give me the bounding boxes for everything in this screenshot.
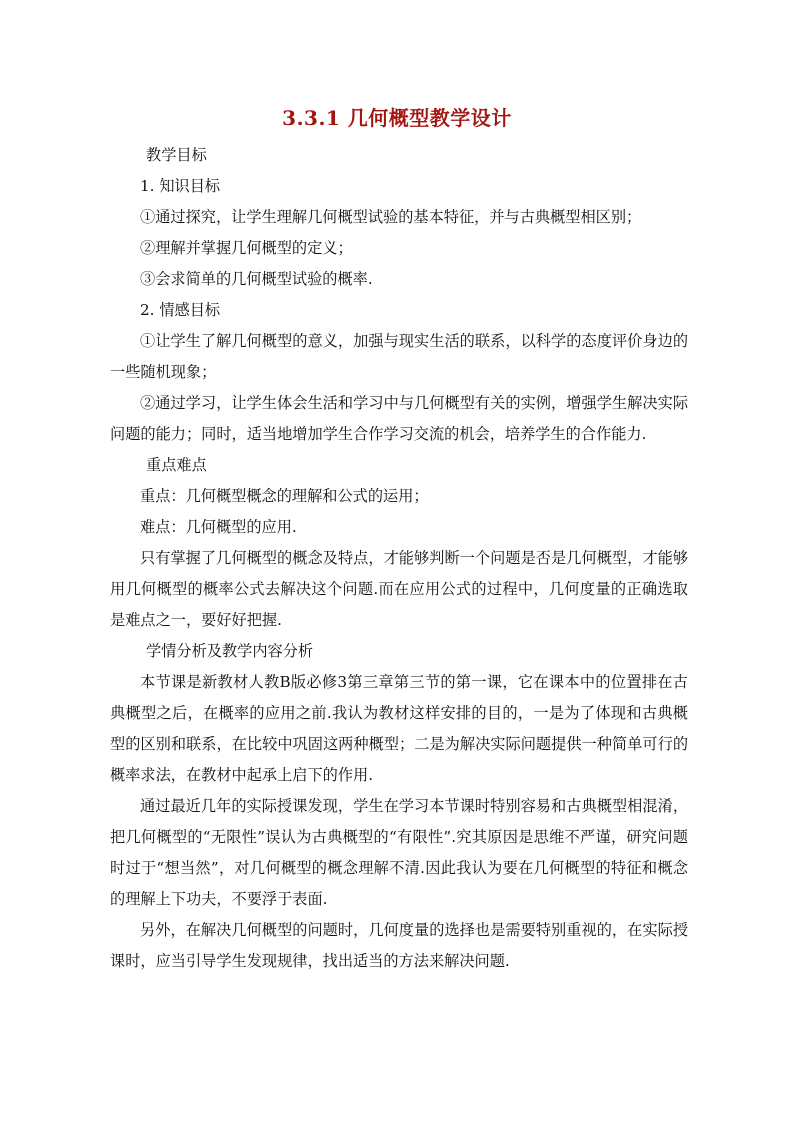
analysis-paragraph: 本节课是新教材人教B版必修3第三章第三节的第一课，它在课本中的位置排在古典概型之后，在概率的应用之前.我认为教材这样安排的目的，一是为了体现和古典概型的区别和联系，在比较中巩固这两种概型；二是为解决实际问题提供一种简单可行的概率求法，在教材中起承上启下的作用. — [110, 673, 688, 784]
document-body — [110, 140, 688, 977]
keypoint-text: 重点：几何概型概念的理解和公式的运用； — [140, 487, 429, 505]
knowledge-item: ②理解并掌握几何概型的定义； — [140, 239, 353, 257]
analysis-paragraph: 通过最近几年的实际授课发现，学生在学习本节课时特别容易和古典概型相混淆，把几何概型的“无限性”误认为古典概型的“有限性”.究其原因是思维不严谨，研究问题时过于“想当然”，对几何概型的概念理解不清.因此我认为要在几何概型的特征和概念的理解上下功夫，不要浮于表面. — [110, 797, 688, 908]
knowledge-item: ③会求简单的几何概型试验的概率. — [140, 270, 373, 288]
section-heading-keypoints: 重点难点 — [146, 456, 207, 474]
section-heading-goals: 教学目标 — [146, 146, 207, 164]
emotion-item: ①让学生了解几何概型的意义，加强与现实生活的联系，以科学的态度评价身边的一些随机现象； — [110, 332, 688, 381]
keypoints-paragraph: 只有掌握了几何概型的概念及特点，才能够判断一个问题是否是几何概型，才能够用几何概型的概率公式去解决这个问题.而在应用公式的过程中，几何度量的正确选取是难点之一，要好好把握. — [110, 549, 688, 629]
analysis-paragraph: 另外，在解决几何概型的问题时，几何度量的选择也是需要特别重视的，在实际授课时，应当引导学生发现规律，找出适当的方法来解决问题. — [110, 921, 688, 970]
subheading-emotion: 2. 情感目标 — [140, 301, 221, 319]
knowledge-item: ①通过探究，让学生理解几何概型试验的基本特征，并与古典概型相区别； — [140, 208, 642, 226]
page-title: 3.3.1 几何概型教学设计 — [282, 106, 512, 130]
subheading-knowledge: 1. 知识目标 — [140, 177, 221, 195]
section-heading-analysis: 学情分析及教学内容分析 — [146, 642, 314, 660]
emotion-item: ②通过学习，让学生体会生活和学习中与几何概型有关的实例，增强学生解决实际问题的能力；同时，适当地增加学生合作学习交流的机会，培养学生的合作能力. — [110, 394, 688, 443]
difficulty-text: 难点：几何概型的应用. — [140, 518, 297, 536]
